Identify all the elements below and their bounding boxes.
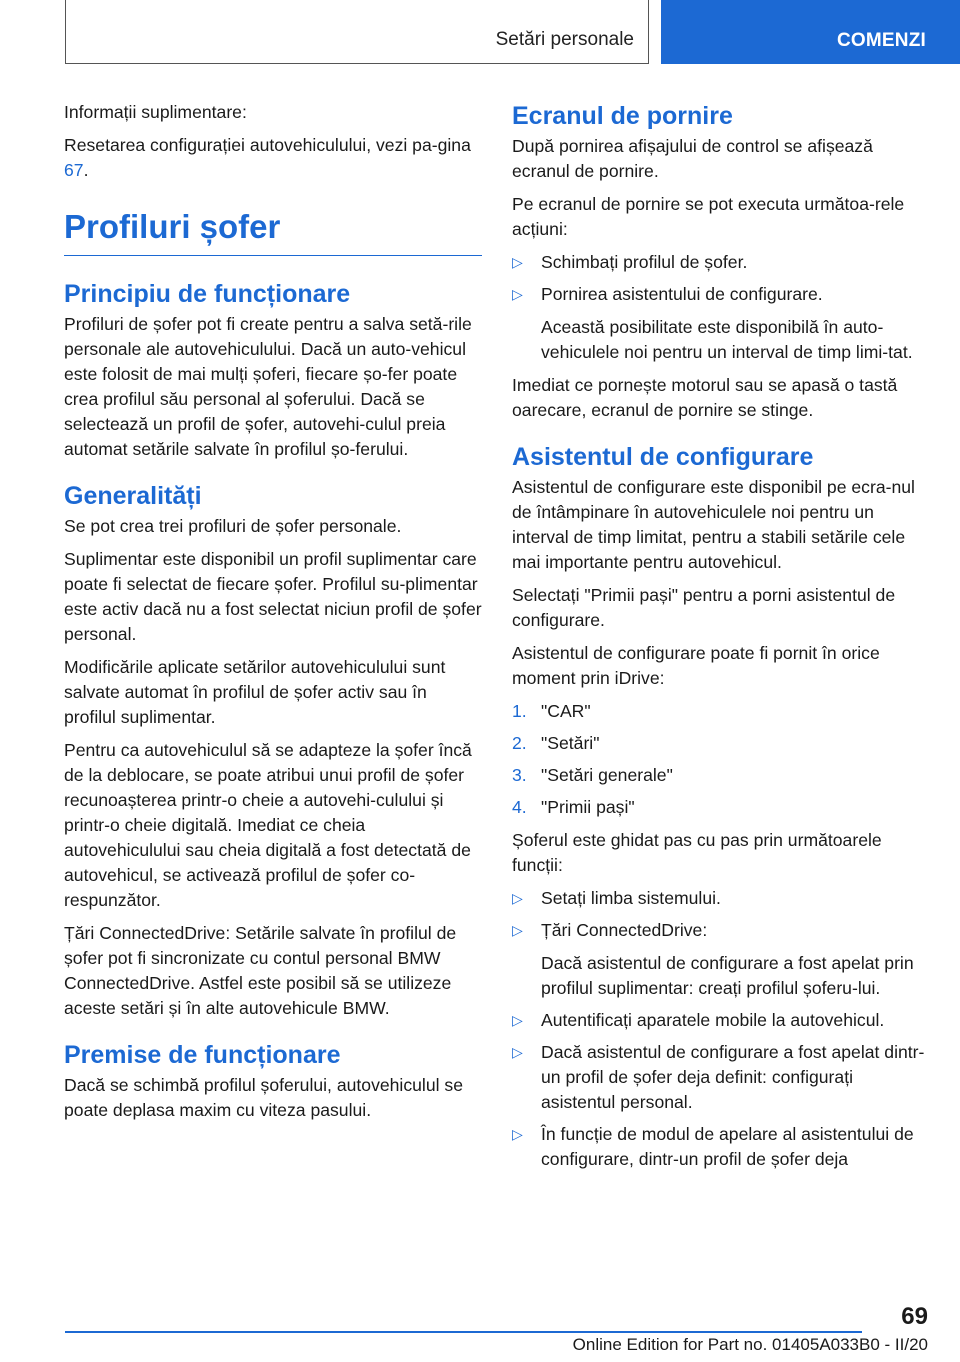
footer-divider bbox=[65, 1331, 862, 1333]
list-item: ▷ În funcție de modul de apelare al asistentului de configurare, dintr-un profil de șofer deja bbox=[512, 1124, 914, 1169]
general-paragraph-4: Pentru ca autovehiculul să se adapteze la șofer încă de la deblocare, se poate atribui unui profil de șofer recunoașterea printr-o cheie a autovehi-culului și printr-o cheie digitală. Imediat ce cheia autovehiculului sau cheia digitală a fost detectată de autovehicul, se activează profilul de șofer co-respunzător. bbox=[64, 740, 472, 910]
setup-paragraph-2: Selectați "Primii pași" pentru a porni asistentul de configurare. bbox=[512, 585, 896, 630]
setup-functions-list bbox=[512, 886, 930, 1172]
list-item: ▷ Autentificați aparatele mobile la autovehicul. bbox=[512, 1008, 930, 1033]
start-screen-paragraph-2: Pe ecranul de pornire se pot executa următoa-rele acțiuni: bbox=[512, 194, 905, 239]
triangle-bullet-icon: ▷ bbox=[512, 1126, 523, 1142]
section-title-general: Generalități bbox=[64, 482, 202, 510]
triangle-bullet-icon: ▷ bbox=[512, 890, 523, 906]
list-item: 4. "Primii pași" bbox=[512, 797, 635, 817]
setup-paragraph-1: Asistentul de configurare este disponibil pe ecra-nul de întâmpinare în autovehiculele noi pentru un interval de timp limitat, pentru a stabili setările cele mai importante pentru autovehicul. bbox=[512, 477, 915, 572]
section-title-start-screen: Ecranul de pornire bbox=[512, 102, 733, 130]
general-paragraph-3: Modificările aplicate setărilor autovehiculului sunt salvate automat în profilul de șofer activ sau în profilul suplimentar. bbox=[64, 657, 446, 727]
list-item: 3. "Setări generale" bbox=[512, 765, 673, 785]
setup-paragraph-4: Șoferul este ghidat pas cu pas prin următoarele funcții: bbox=[512, 830, 882, 875]
list-item-note: Dacă asistentul de configurare a fost apelat prin profilul suplimentar: creați profilul șoferu-lui. bbox=[541, 953, 914, 998]
header-chapter-title: COMENZI bbox=[836, 30, 926, 51]
triangle-bullet-icon: ▷ bbox=[512, 922, 523, 938]
general-paragraph-2: Suplimentar este disponibil un profil suplimentar care poate fi selectat de fiecare șofer. Profilul su-plimentar este activ dacă nu a fost selectat niciun profil de șofer personal. bbox=[64, 549, 482, 644]
principle-paragraph: Profiluri de șofer pot fi create pentru a salva setă-rile personale ale autovehiculului. Dacă un auto-vehicul este folosit de mai mulți șoferi, fiecare șo-fer poate crea profilul său personal al șoferului. Dacă se selectează un profil de șofer, autovehi-culul preia automat setările salvate în profilul șo-ferului. bbox=[64, 314, 472, 459]
section-title-setup-assistant: Asistentul de configurare bbox=[512, 443, 814, 471]
header-section-title: Setări personale bbox=[495, 29, 634, 50]
footer-edition: Online Edition for Part no. 01405A033B0 - II/20 bbox=[572, 1335, 928, 1354]
info-label: Informații suplimentare: bbox=[64, 102, 247, 122]
right-column bbox=[512, 100, 930, 1180]
triangle-bullet-icon: ▷ bbox=[512, 1012, 523, 1028]
info-text: Resetarea configurației autovehiculului, vezi pa-gina bbox=[64, 135, 471, 155]
general-paragraph-5: Țări ConnectedDrive: Setările salvate în profilul de șofer pot fi sincronizate cu contul personal BMW ConnectedDrive. Astfel este posibil să se utilizeze aceste setări și în alte autovehicule BMW. bbox=[64, 923, 457, 1018]
header-chapter-tab bbox=[661, 0, 960, 64]
header-section-box bbox=[65, 0, 649, 64]
start-screen-paragraph-3: Imediat ce pornește motorul sau se apasă o tastă oarecare, ecranul de pornire se stinge. bbox=[512, 375, 898, 420]
start-screen-actions-list bbox=[512, 250, 930, 365]
list-item: ▷ Schimbați profilul de șofer. bbox=[512, 250, 930, 275]
list-item-note: Această posibilitate este disponibilă în auto-vehiculele noi pentru un interval de timp limi-tat. bbox=[541, 317, 913, 362]
prerequisites-paragraph: Dacă se schimbă profilul șoferului, autovehiculul se poate deplasa maxim cu viteza pasului. bbox=[64, 1075, 463, 1120]
chapter-title: Profiluri șofer bbox=[64, 207, 482, 256]
triangle-bullet-icon: ▷ bbox=[512, 254, 523, 270]
list-item: ▷ Setați limba sistemului. bbox=[512, 886, 930, 911]
page-number: 69 bbox=[901, 1303, 928, 1330]
info-end: . bbox=[83, 160, 89, 180]
info-paragraph bbox=[64, 133, 482, 183]
general-paragraph-1: Se pot crea trei profiluri de șofer personale. bbox=[64, 516, 402, 536]
triangle-bullet-icon: ▷ bbox=[512, 286, 523, 302]
left-column bbox=[64, 100, 482, 1131]
idrive-steps-list bbox=[512, 699, 930, 820]
list-item: 1. "CAR" bbox=[512, 701, 591, 721]
section-title-prerequisites: Premise de funcționare bbox=[64, 1041, 341, 1069]
list-item: 2. "Setări" bbox=[512, 733, 600, 753]
list-item: ▷ Dacă asistentul de configurare a fost apelat dintr-un profil de șofer deja definit: configurați asistentul personal. bbox=[512, 1042, 925, 1112]
triangle-bullet-icon: ▷ bbox=[512, 1044, 523, 1060]
section-title-principle: Principiu de funcționare bbox=[64, 280, 351, 308]
list-item: ▷ Țări ConnectedDrive: Dacă asistentul de configurare a fost apelat prin profilul suplimentar: creați profilul șoferu-lui. bbox=[512, 918, 930, 1001]
page-link[interactable]: 67 bbox=[64, 160, 84, 180]
list-item: ▷ Pornirea asistentului de configurare. Această posibilitate este disponibilă în auto-vehiculele noi pentru un interval de timp limi-tat. bbox=[512, 282, 930, 365]
start-screen-paragraph-1: După pornirea afișajului de control se afișează ecranul de pornire. bbox=[512, 136, 873, 181]
setup-paragraph-3: Asistentul de configurare poate fi pornit în orice moment prin iDrive: bbox=[512, 643, 880, 688]
